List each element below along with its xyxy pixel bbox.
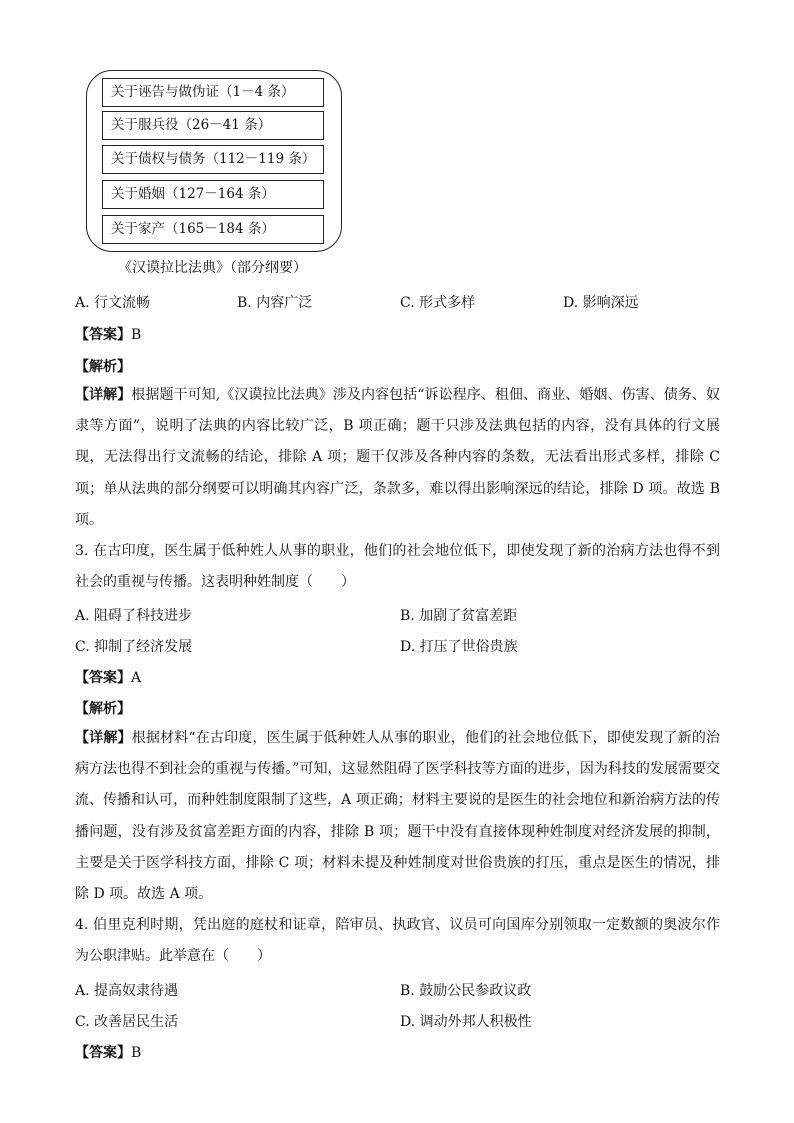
q2-option-a: A. 行文流畅 bbox=[75, 295, 151, 311]
q3-option-a: A. 阻碍了科技进步 bbox=[75, 608, 193, 624]
q2-option-c: C. 形式多样 bbox=[400, 295, 476, 311]
q3-answer-value: A bbox=[131, 670, 142, 686]
q2-answer-tag: 【答案】 bbox=[75, 327, 131, 343]
q3-option-b: B. 加剧了贫富差距 bbox=[400, 608, 518, 624]
q3-analysis-heading bbox=[75, 698, 131, 718]
q2-answer-value: B bbox=[131, 327, 142, 343]
q4-option-a: A. 提高奴隶待遇 bbox=[75, 983, 179, 999]
outline-item-4: 关于婚姻（127－164 条） bbox=[102, 180, 324, 209]
q2-option-d: D. 影响深远 bbox=[563, 295, 639, 311]
q4-answer-tag: 【答案】 bbox=[75, 1045, 131, 1061]
q2-answer bbox=[75, 324, 141, 344]
q4-option-c: C. 改善居民生活 bbox=[75, 1014, 179, 1030]
q4-option-b: B. 鼓励公民参政议政 bbox=[400, 983, 532, 999]
q3-detail-text: 根据材料“在古印度，医生属于低种姓人从事的职业，他们的社会地位低下，即使发现了新的治病方法也得不到社会的重视与传播。”可知，这显然阻碍了医学科技等方面的进步，因为科技的发展需要交流、传播和认可，而种姓制度限制了这些，A 项正确；材料主要说的是医生的社会地位和新治病方法的传播问题，没有涉及贫富差距方面的内容，排除 B 项；题干中没有直接体现种姓制度对经济发展的抑制，主要是关于医学科技方面，排除 C 项；材料未提及种姓制度对世俗贵族的打压，重点是医生的情况，排除 D 项。故选 A 项。 bbox=[75, 730, 721, 903]
q3-detail-tag: 【详解】 bbox=[75, 730, 132, 746]
outline-item-5: 关于家产（165－184 条） bbox=[102, 215, 324, 244]
q3-answer bbox=[75, 667, 141, 687]
q3-stem: 3. 在古印度，医生属于低种姓人从事的职业，他们的社会地位低下，即使发现了新的治病方法也得不到社会的重视与传播。这表明种姓制度（ ） bbox=[75, 543, 720, 591]
q4-answer bbox=[75, 1042, 141, 1062]
outline-item-3: 关于债权与债务（112－119 条） bbox=[102, 145, 324, 174]
q3-option-c: C. 抑制了经济发展 bbox=[75, 639, 193, 655]
q2-detail bbox=[75, 380, 720, 536]
q3-detail bbox=[75, 723, 720, 910]
q3-option-d: D. 打压了世俗贵族 bbox=[400, 639, 518, 655]
outline-item-1: 关于诬告与做伪证（1－4 条） bbox=[102, 78, 324, 107]
q3-answer-tag: 【答案】 bbox=[75, 670, 131, 686]
q2-analysis-tag: 【解析】 bbox=[75, 359, 131, 375]
q2-detail-text: 根据题干可知,《汉谟拉比法典》涉及内容包括“诉讼程序、租佃、商业、婚姻、伤害、债务、奴隶等方面”，说明了法典的内容比较广泛，B 项正确；题干只涉及法典包括的内容，没有具体的行文展现，无法得出行文流畅的结论，排除 A 项；题干仅涉及各种内容的条数，无法看出形式多样，排除 C 项；单从法典的部分纲要可以明确其内容广泛，条款多，难以得出影响深远的结论，排除 D 项。故选 B 项。 bbox=[75, 387, 720, 528]
q4-answer-value: B bbox=[131, 1045, 142, 1061]
q2-option-b: B. 内容广泛 bbox=[237, 295, 313, 311]
q3-analysis-tag: 【解析】 bbox=[75, 701, 131, 717]
q2-detail-tag: 【详解】 bbox=[75, 387, 132, 403]
q4-option-d: D. 调动外邦人积极性 bbox=[400, 1014, 532, 1030]
q4-stem: 4. 伯里克利时期，凭出庭的庭杖和证章，陪审员、执政官、议员可向国库分别领取一定数额的奥波尔作为公职津贴。此举意在（ ） bbox=[75, 917, 720, 965]
outline-item-2: 关于服兵役（26－41 条） bbox=[102, 111, 324, 140]
figure-caption: 《汉谟拉比法典》（部分纲要） bbox=[118, 260, 307, 276]
q2-analysis-heading bbox=[75, 356, 131, 376]
